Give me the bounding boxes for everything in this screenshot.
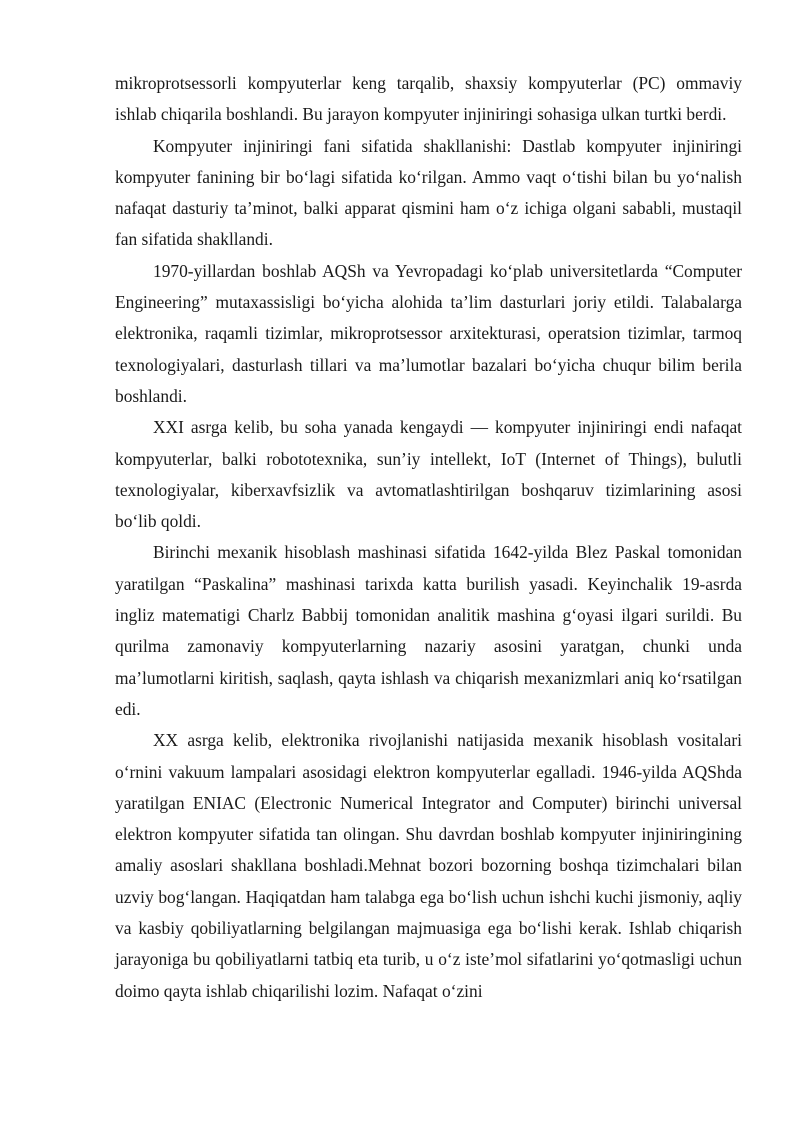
paragraph-21st-century: XXI asrga kelib, bu soha yanada kengaydi — kompyuter injiniringi endi nafaqat kompyuterlar, balki robototexnika, sun’iy intellekt, IoT (Internet of Things), bulutli texnologiyalar, kiberxavfsizlik va avtomatlashtirilgan boshqaruv tizimlarining asosi bo‘lib qoldi. bbox=[115, 417, 742, 532]
paragraph-electronic-computers: XX asrga kelib, elektronika rivojlanishi natijasida mexanik hisoblash vositalari o‘rnini vakuum lampalari asosidagi elektron kompyuterlar egalladi. 1946-yilda AQShda yaratilgan ENIAC (Electronic Numerical Integrator and Computer) birinchi universal elektron kompyuter sifatida tan olingan. Shu davrdan boshlab kompyuter injiniringining amaliy asoslari shakllana boshladi.Mehnat bozori bozorning boshqa tizimchalari bilan uzviy bog‘langan. Haqiqatdan ham talabga ega bo‘lish uchun ishchi kuchi jismoniy, aqliy va kasbiy qobiliyatlarning belgilangan majmuasiga ega bo‘lishi kerak. Ishlab chiqarish jarayoniga bu qobiliyatlarni tatbiq eta turib, u o‘z iste’mol sifatlarini yo‘qotmasligi uchun doimo qayta ishlab chiqarilishi lozim. Nafaqat o‘zini bbox=[115, 730, 742, 1001]
paragraph-1970s-education: 1970-yillardan boshlab AQSh va Yevropadagi ko‘plab universitetlarda “Computer Engineering” mutaxassisligi bo‘yicha alohida ta’lim dasturlari joriy etildi. Talabalarga elektronika, raqamli tizimlar, mikroprotsessor arxitekturasi, operatsion tizimlar, tarmoq texnologiyalari, dasturlash tillari va ma’lumotlar bazalari bo‘yicha chuqur bilim berila boshlandi. bbox=[115, 260, 742, 406]
paragraph-discipline-formation: Kompyuter injiniringi fani sifatida shakllanishi: Dastlab kompyuter injiniringi kompyuter fanining bir bo‘lagi sifatida ko‘rilgan. Ammo vaqt o‘tishi bilan bu yo‘nalish nafaqat dasturiy ta’minot, balki apparat qismini ham o‘z ichiga olgani sababli, mustaqil fan sifatida shakllandi. bbox=[115, 135, 742, 250]
document-page bbox=[115, 68, 742, 1007]
paragraph-continuation: mikroprotsessorli kompyuterlar keng tarqalib, shaxsiy kompyuterlar (PC) ommaviy ishlab chiqarila boshlandi. Bu jarayon kompyuter injiniringi sohasiga ulkan turtki berdi. bbox=[115, 73, 742, 125]
paragraph-mechanical-machines: Birinchi mexanik hisoblash mashinasi sifatida 1642-yilda Blez Paskal tomonidan yaratilgan “Paskalina” mashinasi tarixda katta burilish yasadi. Keyinchalik 19-asrda ingliz matematigi Charlz Babbij tomonidan analitik mashina g‘oyasi ilgari surildi. Bu qurilma zamonaviy kompyuterlarning nazariy asosini yaratgan, chunki unda ma’lumotlarni kiritish, saqlash, qayta ishlash va chiqarish mexanizmlari aniq ko‘rsatilgan edi. bbox=[115, 542, 742, 719]
